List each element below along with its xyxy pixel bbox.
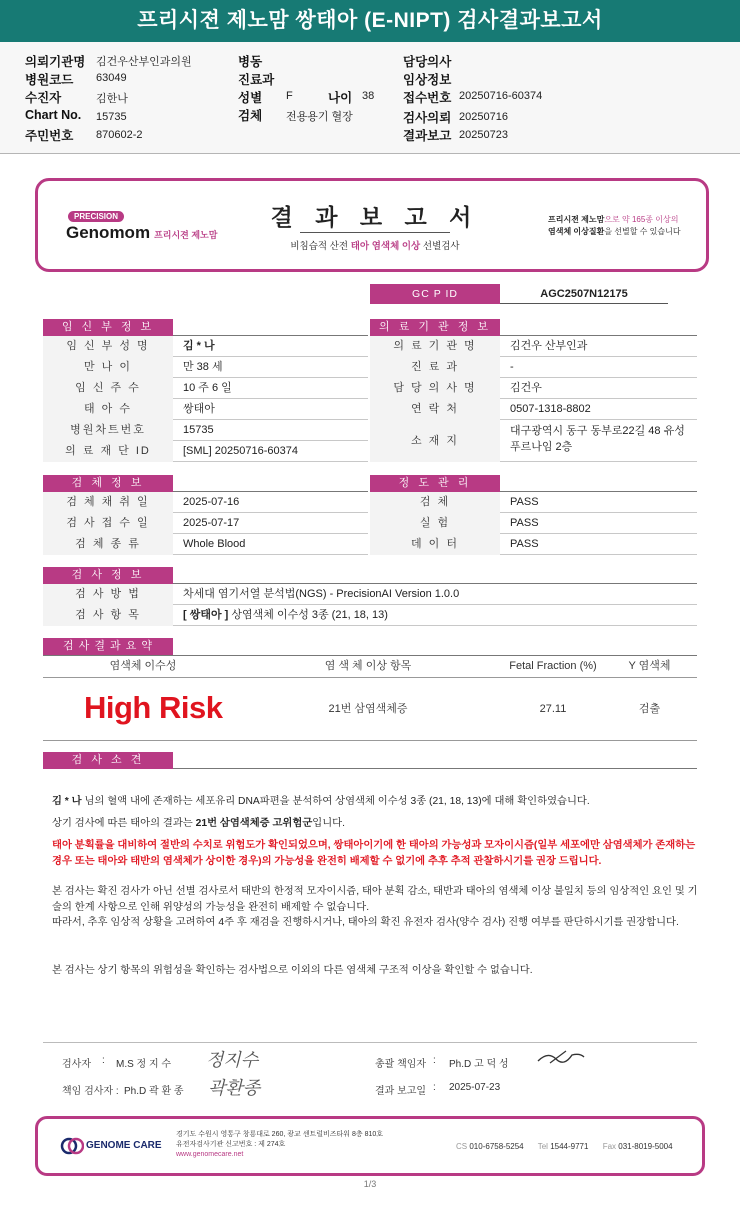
test-category: [ 쌍태아 ] [183,609,229,621]
subtitle-highlight: 태아 염색체 이상 [350,241,421,252]
row-label: 만 나 이 [43,357,173,378]
fax-label: Fax [602,1142,617,1151]
result-emphasis: 21번 삼염색체증 고위험군 [195,818,313,829]
header-value: 20250723 [459,129,508,141]
row-label: 임 신 부 성 명 [43,336,173,357]
section-rule [173,768,697,769]
section-test-info: 검 사 정 보 [43,567,173,584]
tester-name: M.S 정 지 수 [116,1059,172,1070]
fax-number: 031-8019-5004 [618,1142,673,1151]
row-label: 검 체 [370,492,500,513]
report-date: 2025-07-23 [449,1082,501,1093]
footer-card [35,1116,705,1176]
row-value: 김건우 산부인과 [510,340,588,352]
row-label: 검 체 종 류 [43,534,173,555]
patient-name: 김 * 나 [52,796,82,807]
lead-name: Ph.D 곽 환 종 [124,1086,184,1097]
col-header: Y 염색체 [628,660,671,672]
tester-label: 검사자 [62,1059,91,1070]
table-row [370,336,697,357]
fetal-fraction: 27.11 [539,703,567,715]
footer-brand: GENOME CARE [86,1140,162,1151]
finding-paragraph [52,794,702,810]
header-label: 병동 [238,55,263,69]
brand-sub: 프리시젼 제노맘 [154,230,218,240]
header-value: 870602-2 [96,129,143,141]
table-row [370,492,697,513]
row-value: 15735 [183,424,214,436]
row-label: 검 사 방 법 [43,584,173,605]
row-value: 10 주 6 일 [183,382,232,394]
row-label: 담 당 의 사 명 [370,378,500,399]
paragraph-text: 님의 혈액 내에 존재하는 세포유리 DNA파편을 분석하여 상염색체 이수성 3종 (21, 18, 13)에 대해 확인하였습니다. [81,796,590,807]
row-value: 2025-07-17 [183,517,240,529]
risk-result: High Risk [84,690,223,725]
row-value: 만 38 세 [183,361,223,373]
header-value: 전용용기 혈장 [286,111,353,123]
row-label: 의 료 재 단 ID [43,441,173,462]
chief-name: Ph.D 고 덕 성 [449,1059,509,1070]
subtitle-text: 선별검사 [420,241,460,252]
header-label: 결과보고 [403,129,452,143]
table-row [43,584,697,605]
table-row [43,513,368,534]
patient-header [0,42,740,154]
chief-signature [536,1047,586,1067]
header-label: 성별 [238,91,263,105]
tagline-text: 으로 약 165종 이상 [604,215,671,224]
row-value: 2025-07-16 [183,496,240,508]
row-label: 임 신 주 수 [43,378,173,399]
table-row [370,513,697,534]
report-banner [35,178,709,272]
tagline-text: 의 [670,215,679,224]
address-line: 대구광역시 동구 동부로22길 48 유성 [510,425,685,437]
row-value [173,605,388,626]
row-value: PASS [510,538,539,550]
table-row [43,492,368,513]
warning-paragraph: 태아 분획률을 대비하여 절반의 수치로 위험도가 확인되었으며, 쌍태아이기에 한 태아의 가능성과 모자이시즘(일부 세포에만 삼염색체가 존재하는 경우 또는 태아와 태반의 염색체가 상이한 경우)의 가능성을 완전히 배제할 수 없기에 추후 추적 관찰하시기를 권장 드립니다. [52,840,696,867]
table-row [43,605,697,626]
report-title: 결 과 보 고 서 [270,204,480,230]
table-row [370,378,697,399]
header-value: 20250716 [459,111,508,123]
header-label: 접수번호 [403,91,452,105]
table-row [43,399,368,420]
section-institution-info: 의 료 기 관 정 보 [370,319,500,336]
row-value: 차세대 염기서열 분석법(NGS) - PrecisionAI Version 1.0.0 [183,588,460,600]
row-value: Whole Blood [183,538,246,550]
tester-signature: 정지수 [206,1050,259,1071]
gcp-id-value: AGC2507N12175 [500,284,668,304]
row-label: 병원차트번호 [43,420,173,441]
signature-rule [43,1042,697,1043]
header-value: 38 [362,90,375,102]
row-label: 진 료 과 [370,357,500,378]
row-value: 0507-1318-8802 [510,403,591,415]
header-label: 병원코드 [25,73,74,87]
report-date-label: 결과 보고일 [375,1086,427,1097]
tagline-brand: 프리시젼 제노맘 [548,215,605,224]
website-link[interactable]: www.genomecare.net [176,1151,244,1158]
col-header: 염색체 이수성 [109,660,177,672]
test-item: 상염색체 이수성 3종 (21, 18, 13) [228,609,388,621]
tagline-text: 을 선별할 수 있습니다 [604,227,681,236]
precision-badge: PRECISION [68,211,124,222]
header-value: 20250716-60374 [459,90,543,102]
banner-tagline [548,214,681,238]
header-label: 검사의뢰 [403,111,452,125]
row-label: 검 체 채 취 일 [43,492,173,513]
aneuploidy-item: 21번 삼염색체증 [328,703,408,715]
row-label: 연 락 처 [370,399,500,420]
lead-label: 책임 검사자 : [62,1086,119,1097]
section-specimen-info: 검 체 정 보 [43,475,173,492]
footer-address [176,1130,383,1160]
report-subtitle [38,238,712,252]
row-value [500,423,685,455]
paragraph-text: 상기 검사에 따른 태아의 결과는 [52,818,196,829]
brand-name: Genomom [66,223,151,242]
tel-number: 1544-9771 [550,1142,589,1151]
header-label: 수진자 [25,91,62,105]
colon: : [102,1055,105,1066]
section-result-summary: 검 사 결 과 요 약 [43,638,173,655]
table-row [43,336,368,357]
row-label: 검 사 항 목 [43,605,173,626]
table-row [370,420,697,462]
colon: : [433,1055,436,1066]
cs-number: 010-6758-5254 [469,1142,524,1151]
genome-care-logo-icon [60,1137,84,1155]
header-label: 나이 [328,91,353,105]
limitation-paragraph: 본 검사는 상기 항목의 위험성을 확인하는 검사법으로 이외의 다른 염색체 구조적 이상을 확인할 수 없습니다. [52,965,533,976]
footer-contacts [456,1142,673,1151]
row-label: 소 재 지 [370,420,500,462]
header-label: Chart No. [25,108,82,122]
recommendation-paragraph: 따라서, 추후 임상적 상황을 고려하여 4주 후 재검을 진행하시거나, 태아의 확진 유전자 검사(양수 검사) 진행 여부를 판단하시기를 권장합니다. [52,917,679,928]
row-value: PASS [510,496,539,508]
cs-label: CS [456,1142,468,1151]
subtitle-text: 비침습적 산전 [290,241,351,252]
section-rule [43,740,697,741]
section-rule [43,677,697,678]
header-value: 김건우산부인과의원 [96,56,192,68]
section-pregnant-info: 임 신 부 정 보 [43,319,173,336]
row-label: 검 사 접 수 일 [43,513,173,534]
section-findings: 검 사 소 견 [43,752,173,769]
lead-signature: 곽환종 [208,1078,261,1099]
row-value: [SML] 20250716-60374 [183,445,298,457]
col-header: 염 색 체 이상 항목 [324,660,412,672]
row-value: - [510,361,514,373]
row-label: 의 료 기 관 명 [370,336,500,357]
row-value: 김건우 [510,382,542,394]
tagline-brand: 염색체 이상질환 [548,227,605,236]
header-value: 김한나 [96,93,128,105]
colon: : [433,1082,436,1093]
header-label: 주민번호 [25,129,74,143]
section-quality-control: 정 도 관 리 [370,475,500,492]
row-value: 쌍태아 [183,403,215,415]
address-line: 푸르나임 2층 [510,441,573,453]
chief-label: 총괄 책임자 [375,1059,427,1070]
address-line: 경기도 수원시 영통구 창룡대로 260, 광교 센트럴비즈타워 8층 810호 [176,1131,384,1138]
table-row [43,420,368,441]
tel-label: Tel [537,1142,548,1151]
col-header: Fetal Fraction (%) [509,660,597,672]
row-label: 실 험 [370,513,500,534]
table-row [370,534,697,555]
header-label: 의뢰기관명 [25,55,86,69]
header-label: 담당의사 [403,55,452,69]
registration-line: 유전자검사기관 신고번호 : 제 274호 [176,1141,286,1148]
table-row [370,399,697,420]
header-value: 63049 [96,72,127,84]
row-value: PASS [510,517,539,529]
header-label: 검체 [238,109,263,123]
header-label: 진료과 [238,73,275,87]
header-value: 15735 [96,111,127,123]
table-row [43,534,368,555]
gcp-id-label: GC P ID [370,284,500,304]
row-label: 데 이 터 [370,534,500,555]
page-number: 1/3 [363,1179,377,1189]
window-title: 프리시젼 제노맘 쌍태아 (E-NIPT) 검사결과보고서 [0,0,740,42]
title-underline [300,232,450,233]
row-label: 태 아 수 [43,399,173,420]
header-value: F [286,90,293,102]
table-row [43,378,368,399]
row-value: 김 * 나 [183,340,215,352]
header-label: 임상정보 [403,73,452,87]
paragraph-text: 입니다. [312,818,345,829]
disclaimer-paragraph: 본 검사는 확진 검사가 아닌 선별 검사로서 태반의 한정적 모자이시즘, 태아 분획 감소, 태반과 태아의 염색체 이상 불일치 등의 임상적인 요인 및 기술의 한계 사항으로 인해 위양성의 가능성을 완전히 배제할 수 없습니다. [52,886,698,913]
table-row [43,441,368,462]
table-row [370,357,697,378]
y-chromosome: 검출 [638,703,661,715]
finding-paragraph [52,816,702,832]
table-row [43,357,368,378]
